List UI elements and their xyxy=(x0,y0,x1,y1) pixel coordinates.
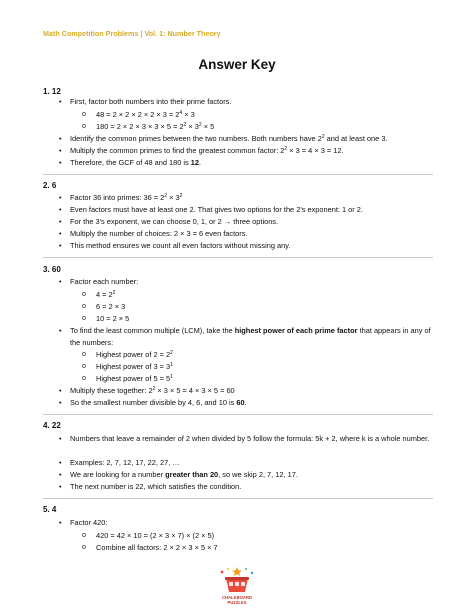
answer-5-heading: 5. 4 xyxy=(43,505,57,514)
sub-bullet-icon: o xyxy=(82,291,86,298)
bullet-icon: • xyxy=(59,229,62,238)
bullet-icon: • xyxy=(59,386,62,395)
answer-1-sub-2: $180 = 2 \times 2 \times 3 \times 3 \times 5 = 2^2 \times 3^2 \times 5$ xyxy=(96,122,215,131)
sub-bullet-icon: o xyxy=(82,315,86,322)
bullet-icon: • xyxy=(59,134,62,143)
answer-2-step-5: This method ensures we count all even factors without missing any. xyxy=(70,241,291,250)
page-title: Answer Key xyxy=(198,57,276,72)
answer-2-step-4: Multiply the number of choices: 2 × 3 = 6 even factors. xyxy=(70,229,248,238)
sub-bullet-icon: o xyxy=(82,123,86,130)
answer-3-sub-6: Highest power of $5 = 5^1$ xyxy=(96,374,173,383)
bullet-icon: • xyxy=(59,326,62,335)
answer-2-heading: 2. 6 xyxy=(43,181,57,190)
sub-bullet-icon: o xyxy=(82,363,86,370)
bullet-icon: • xyxy=(59,146,62,155)
bullet-icon: • xyxy=(59,205,62,214)
answer-1-step-4: Therefore, the GCF of 48 and 180 is 12. xyxy=(70,158,202,167)
answer-4-step-3: We are looking for a number greater than 20, so we skip 2, 7, 12, 17. xyxy=(70,470,298,479)
divider xyxy=(43,414,433,415)
sub-bullet-icon: o xyxy=(82,532,86,539)
answer-3-sub-4: Highest power of $2 = 2^2$ xyxy=(96,350,173,359)
answer-5-sub-1: 420 = 42 × 10 = (2 × 3 × 7) × (2 × 5) xyxy=(96,531,215,540)
sub-bullet-icon: o xyxy=(82,303,86,310)
bullet-icon: • xyxy=(59,458,62,467)
bullet-icon: • xyxy=(59,470,62,479)
divider xyxy=(43,498,433,499)
answer-3-sub-3: 10 = 2 × 5 xyxy=(96,314,130,323)
document-header: Math Competition Problems | Vol. 1: Number Theory xyxy=(43,29,221,38)
answer-4-step-1: Numbers that leave a remainder of 2 when divided by 5 follow the formula: 5k + 2, where k is a whole number. xyxy=(70,434,430,443)
bullet-icon: • xyxy=(59,398,62,407)
answer-3-heading: 3. 60 xyxy=(43,265,61,274)
answer-5-step-1: Factor 420: xyxy=(70,518,108,527)
answer-1-step-3: Multiply the common primes to find the greatest common factor: $2^2 \times 3 = 4 \times 3 = 12$. xyxy=(70,146,344,155)
divider xyxy=(43,174,433,175)
bullet-icon: • xyxy=(59,482,62,491)
answer-3-sub-5: Highest power of $3 = 3^1$ xyxy=(96,362,173,371)
answer-2-step-1: Factor 36 into primes: $36 = 2^2 \times 3^2$ xyxy=(70,193,183,202)
logo-text-line-2: PUZZLES xyxy=(227,600,247,605)
answer-3-step-4: So the smallest number divisible by 4, 6, and 10 is 60. xyxy=(70,398,247,407)
bullet-icon: • xyxy=(59,277,62,286)
bullet-icon: • xyxy=(59,217,62,226)
sub-bullet-icon: o xyxy=(82,111,86,118)
logo-text-line-1: CHALKBOARD xyxy=(221,595,252,600)
divider xyxy=(43,257,433,258)
chalkboard-puzzles-logo xyxy=(212,566,262,606)
sub-bullet-icon: o xyxy=(82,375,86,382)
answer-1-heading: 1. 12 xyxy=(43,87,61,96)
bullet-icon: • xyxy=(59,434,62,443)
answer-4-heading: 4. 22 xyxy=(43,421,61,430)
bullet-icon: • xyxy=(59,193,62,202)
sub-bullet-icon: o xyxy=(82,351,86,358)
answer-1-step-1: First, factor both numbers into their prime factors. xyxy=(70,97,232,106)
bullet-icon: • xyxy=(59,97,62,106)
sub-bullet-icon: o xyxy=(82,544,86,551)
answer-3-step-3: Multiply these together: $2^2 \times 3 \times 5 = 4 \times 3 \times 5 = 60$ xyxy=(70,386,235,395)
bullet-icon: • xyxy=(59,158,62,167)
logo-emblem-icon xyxy=(212,566,262,596)
answer-3-sub-2: 6 = 2 × 3 xyxy=(96,302,126,311)
answer-5-sub-2: Combine all factors: 2 × 2 × 3 × 5 × 7 xyxy=(96,543,218,552)
answer-1-step-2: Identify the common primes between the two numbers. Both numbers have $2^2$ and at least one 3. xyxy=(70,134,388,143)
bullet-icon: • xyxy=(59,241,62,250)
answer-4-step-2: Examples: 2, 7, 12, 17, 22, 27, … xyxy=(70,458,180,467)
answer-1-sub-1: $48 = 2 \times 2 \times 2 \times 2 \times 3 = 2^4 \times 3$ xyxy=(96,110,195,119)
answer-2-step-3: For the 3's exponent, we can choose 0, 1, or 2 → three options. xyxy=(70,217,279,226)
answer-2-step-2: Even factors must have at least one 2. That gives two options for the 2's exponent: 1 or 2. xyxy=(70,205,363,214)
answer-3-step-1: Factor each number: xyxy=(70,277,139,286)
bullet-icon: • xyxy=(59,518,62,527)
answer-3-step-2: To find the least common multiple (LCM), take the highest power of each prime factor that appears in any of the numbers: xyxy=(70,326,431,347)
answer-3-sub-1: $4 = 2^2$ xyxy=(96,290,116,299)
answer-4-step-4: The next number is 22, which satisfies the condition. xyxy=(70,482,242,491)
